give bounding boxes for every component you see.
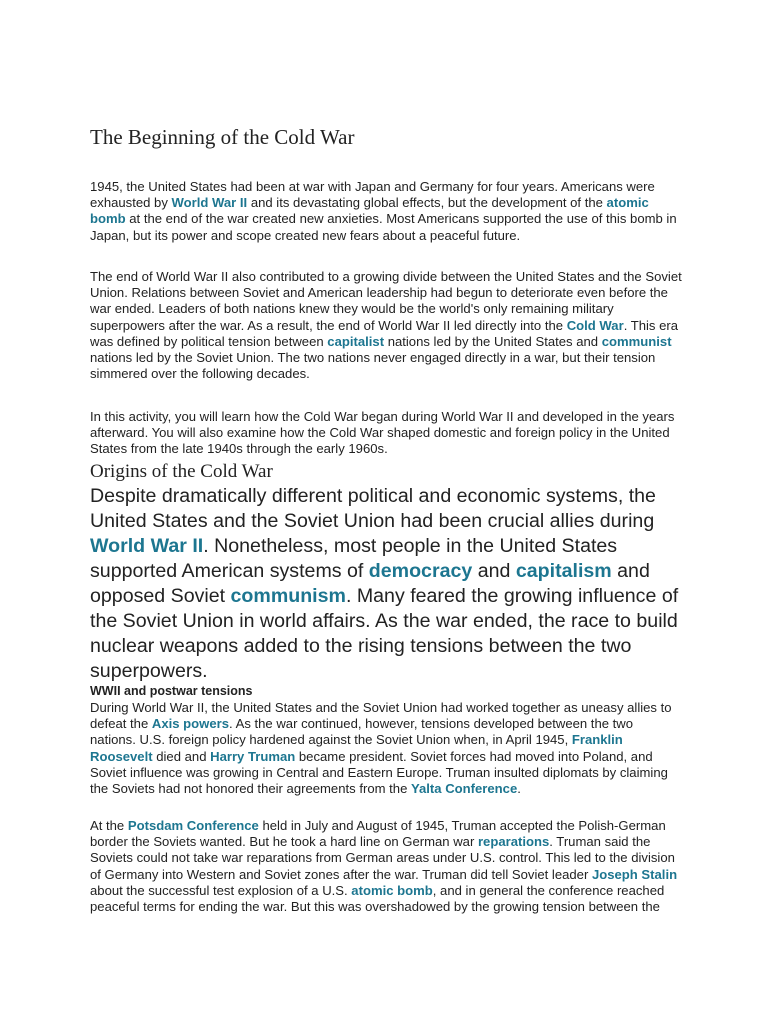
link-axis-powers[interactable]: Axis powers xyxy=(151,716,230,732)
link-capitalism[interactable]: capitalism xyxy=(515,560,612,582)
lead-paragraph xyxy=(90,484,682,684)
link-communist[interactable]: communist xyxy=(601,333,672,349)
section-heading-origins: Origins of the Cold War xyxy=(90,461,273,482)
text-run: . Truman said the Soviets could not take war reparations from German areas under U.S. control. This led to the division of Germany into Western and Soviet zones after the war. Truman did tell Soviet leader xyxy=(90,834,675,882)
link-communism[interactable]: communism xyxy=(230,585,346,607)
text-run: died and xyxy=(152,748,211,764)
link-world-war-ii[interactable]: World War II xyxy=(171,195,248,211)
paragraph-activity: In this activity, you will learn how the Cold War began during World War II and developed in the years afterward. You will also examine how the Cold War shaped domestic and foreign policy in the United States from the late 1940s through the early 1960s. xyxy=(90,409,675,457)
link-democracy[interactable]: democracy xyxy=(368,560,473,582)
text-run: and opposed Soviet xyxy=(90,560,650,607)
text-run: held in July and August of 1945, Truman accepted the Polish-German border the Soviets wanted. But he took a hard line on German war xyxy=(90,818,666,850)
link-joseph-stalin[interactable]: Joseph Stalin xyxy=(591,866,678,882)
link-potsdam-conference[interactable]: Potsdam Conference xyxy=(127,818,259,833)
text-run: . Nonetheless, most people in the United States supported American systems of xyxy=(90,535,618,582)
text-run: nations led by the Soviet Union. The two nations never engaged directly in a war, but their tension simmered over the following decades. xyxy=(90,350,656,382)
paragraph-wwii-tensions xyxy=(90,700,682,797)
page-title: The Beginning of the Cold War xyxy=(90,125,355,149)
link-capitalist[interactable]: capitalist xyxy=(327,333,385,349)
link-cold-war[interactable]: Cold War xyxy=(566,317,624,333)
link-harry-truman[interactable]: Harry Truman xyxy=(210,748,296,764)
link-franklin-roosevelt[interactable]: Franklin Roosevelt xyxy=(90,732,623,764)
link-yalta-conference[interactable]: Yalta Conference xyxy=(411,781,518,797)
subsection-heading-tensions: WWII and postwar tensions xyxy=(90,684,253,698)
link-atomic-bomb[interactable]: atomic bomb xyxy=(90,195,649,227)
text-run: about the successful test explosion of a U.S. xyxy=(90,882,352,898)
text-run: At the xyxy=(90,818,128,833)
text-run: nations led by the United States and xyxy=(384,333,602,349)
text-run: . Many feared the growing influence of the Soviet Union in world affairs. As the war ended, the race to build nuclear weapons added to the rising tensions between the two superpowers. xyxy=(90,585,679,682)
text-run: The end of World War II also contributed to a growing divide between the United States and the Soviet Union. Relations between Soviet and American leadership had begun to deteriorate even before the war ended. Leaders of both nations knew they would be the world's only remaining military superpowers after the war. As a result, the end of World War II led directly into the xyxy=(90,269,682,333)
text-run: became president. Soviet forces had moved into Poland, and Soviet influence was growing in Central and Eastern Europe. Truman insulted diplomats by claiming the Soviets had not honored their agreements from the xyxy=(90,748,668,797)
text-run: , and in general the conference reached peaceful terms for ending the war. But this was overshadowed by the growing tension between the xyxy=(90,882,665,915)
text-run: at the end of the war created new anxieties. Most Americans supported the use of this bomb in Japan, but its power and scope created new fears about a peaceful future. xyxy=(90,211,677,243)
paragraph-intro xyxy=(90,179,682,244)
link-reparations[interactable]: reparations xyxy=(477,834,550,850)
text-run: . xyxy=(517,781,521,797)
link-world-war-ii[interactable]: World War II xyxy=(90,535,204,557)
text-run: . This era was defined by political tension between xyxy=(90,317,679,349)
text-run: . As the war continued, however, tensions developed between the two nations. U.S. foreign policy hardened against the Soviet Union when, in April 1945, xyxy=(90,716,634,748)
text-run: During World War II, the United States and the Soviet Union had worked together as uneasy allies to defeat the xyxy=(90,700,672,732)
paragraph-potsdam xyxy=(90,818,682,915)
text-run: 1945, the United States had been at war with Japan and Germany for four years. Americans were exhausted by xyxy=(90,179,655,211)
text-run: and its devastating global effects, but the development of the xyxy=(247,195,607,211)
text-run: and xyxy=(472,560,516,582)
text-run: Despite dramatically different political and economic systems, the United States and the Soviet Union had been crucial allies during xyxy=(90,485,656,532)
link-atomic-bomb[interactable]: atomic bomb xyxy=(351,882,433,898)
paragraph-divide xyxy=(90,269,682,382)
